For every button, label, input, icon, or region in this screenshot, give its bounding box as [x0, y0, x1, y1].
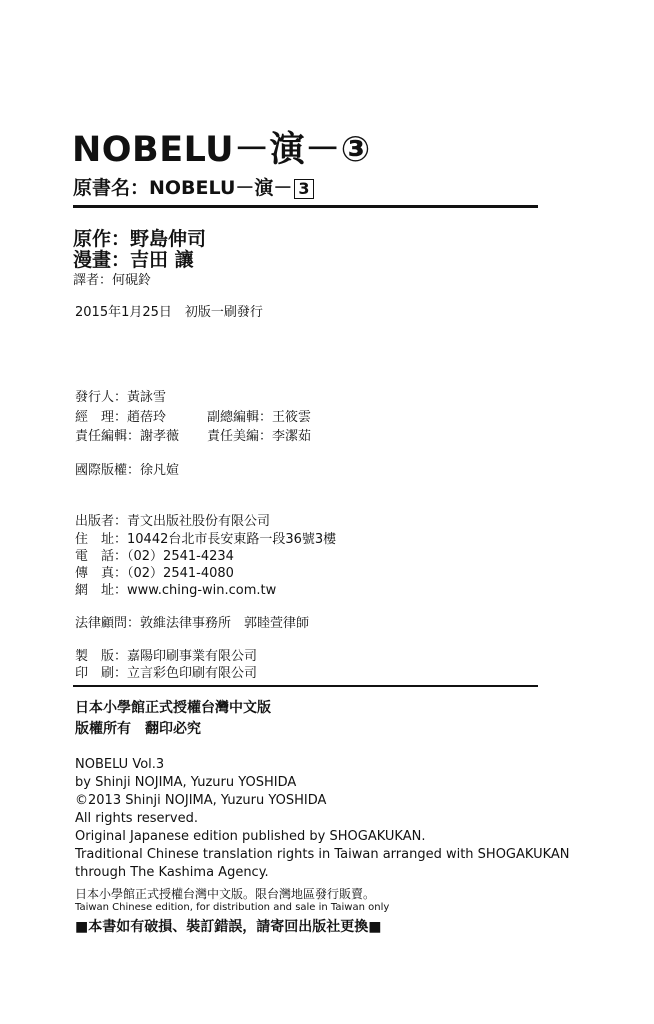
original-title-volume-box: 3	[294, 179, 313, 199]
english-series: NOBELU Vol.3	[75, 757, 165, 772]
english-translation-rights: Traditional Chinese translation rights in Taiwan arranged with SHOGAKUKAN	[75, 847, 570, 862]
credit-original-author: 原作：野島伸司	[73, 228, 207, 250]
credit-translator: 譯者：何硯鈴	[73, 273, 152, 288]
english-original-pub: Original Japanese edition published by SHOGAKUKAN.	[75, 829, 426, 844]
middle-divider	[73, 685, 538, 687]
english-copyright: ©2013 Shinji NOJIMA, Yuzuru YOSHIDA	[75, 793, 327, 808]
license-line-2: 版權所有 翻印必究	[75, 721, 201, 737]
staff-editor: 責任編輯：謝孝薇	[75, 429, 180, 444]
staff-designer: 責任美編：李潔茹	[207, 429, 312, 444]
printing-print: 印 刷：立言彩色印刷有限公司	[75, 666, 258, 681]
top-divider	[73, 205, 538, 208]
staff-manager-row	[75, 406, 312, 425]
original-title	[73, 173, 314, 200]
staff-publisher-row	[75, 386, 166, 405]
rights-manager: 國際版權：徐凡媗	[75, 463, 180, 478]
distribution-zh: 日本小學館正式授權台灣中文版。限台灣地區發行販賣。	[75, 887, 376, 901]
distribution-en: Taiwan Chinese edition, for distribution and sale in Taiwan only	[75, 902, 390, 913]
damage-notice: ■本書如有破損、裝訂錯誤，請寄回出版社更換■	[75, 919, 382, 935]
original-title-label: 原書名：NOBELU－演－	[73, 177, 293, 199]
staff-deputy-editor: 副總編輯：王筱雲	[207, 410, 312, 425]
book-title: NOBELU－演－③	[72, 130, 371, 170]
english-agency: through The Kashima Agency.	[75, 865, 269, 880]
legal-advisor: 法律顧問：敦維法律事務所 郭睦萱律師	[75, 616, 310, 631]
staff-publisher: 發行人：黃詠雪	[75, 390, 167, 405]
english-by: by Shinji NOJIMA, Yuzuru YOSHIDA	[75, 775, 297, 790]
publisher-address: 住 址：10442台北市長安東路一段36號3樓	[75, 532, 337, 547]
license-line-1: 日本小學館正式授權台灣中文版	[75, 700, 271, 716]
publish-date: 2015年1月25日 初版一刷發行	[75, 305, 263, 320]
publisher-website: 網 址：www.ching-win.com.tw	[75, 583, 277, 598]
english-reserved: All rights reserved.	[75, 811, 198, 826]
staff-editor-row	[75, 425, 312, 444]
credit-artist: 漫畫：吉田 讓	[73, 249, 194, 271]
publisher-fax: 傳 真：（02）2541-4080	[75, 566, 234, 581]
publisher-company: 出版者：青文出版社股份有限公司	[75, 514, 271, 529]
printing-plate: 製 版：嘉陽印刷事業有限公司	[75, 649, 258, 664]
staff-manager: 經 理：趙蓓玲	[75, 410, 167, 425]
publisher-phone: 電 話：（02）2541-4234	[75, 549, 234, 564]
